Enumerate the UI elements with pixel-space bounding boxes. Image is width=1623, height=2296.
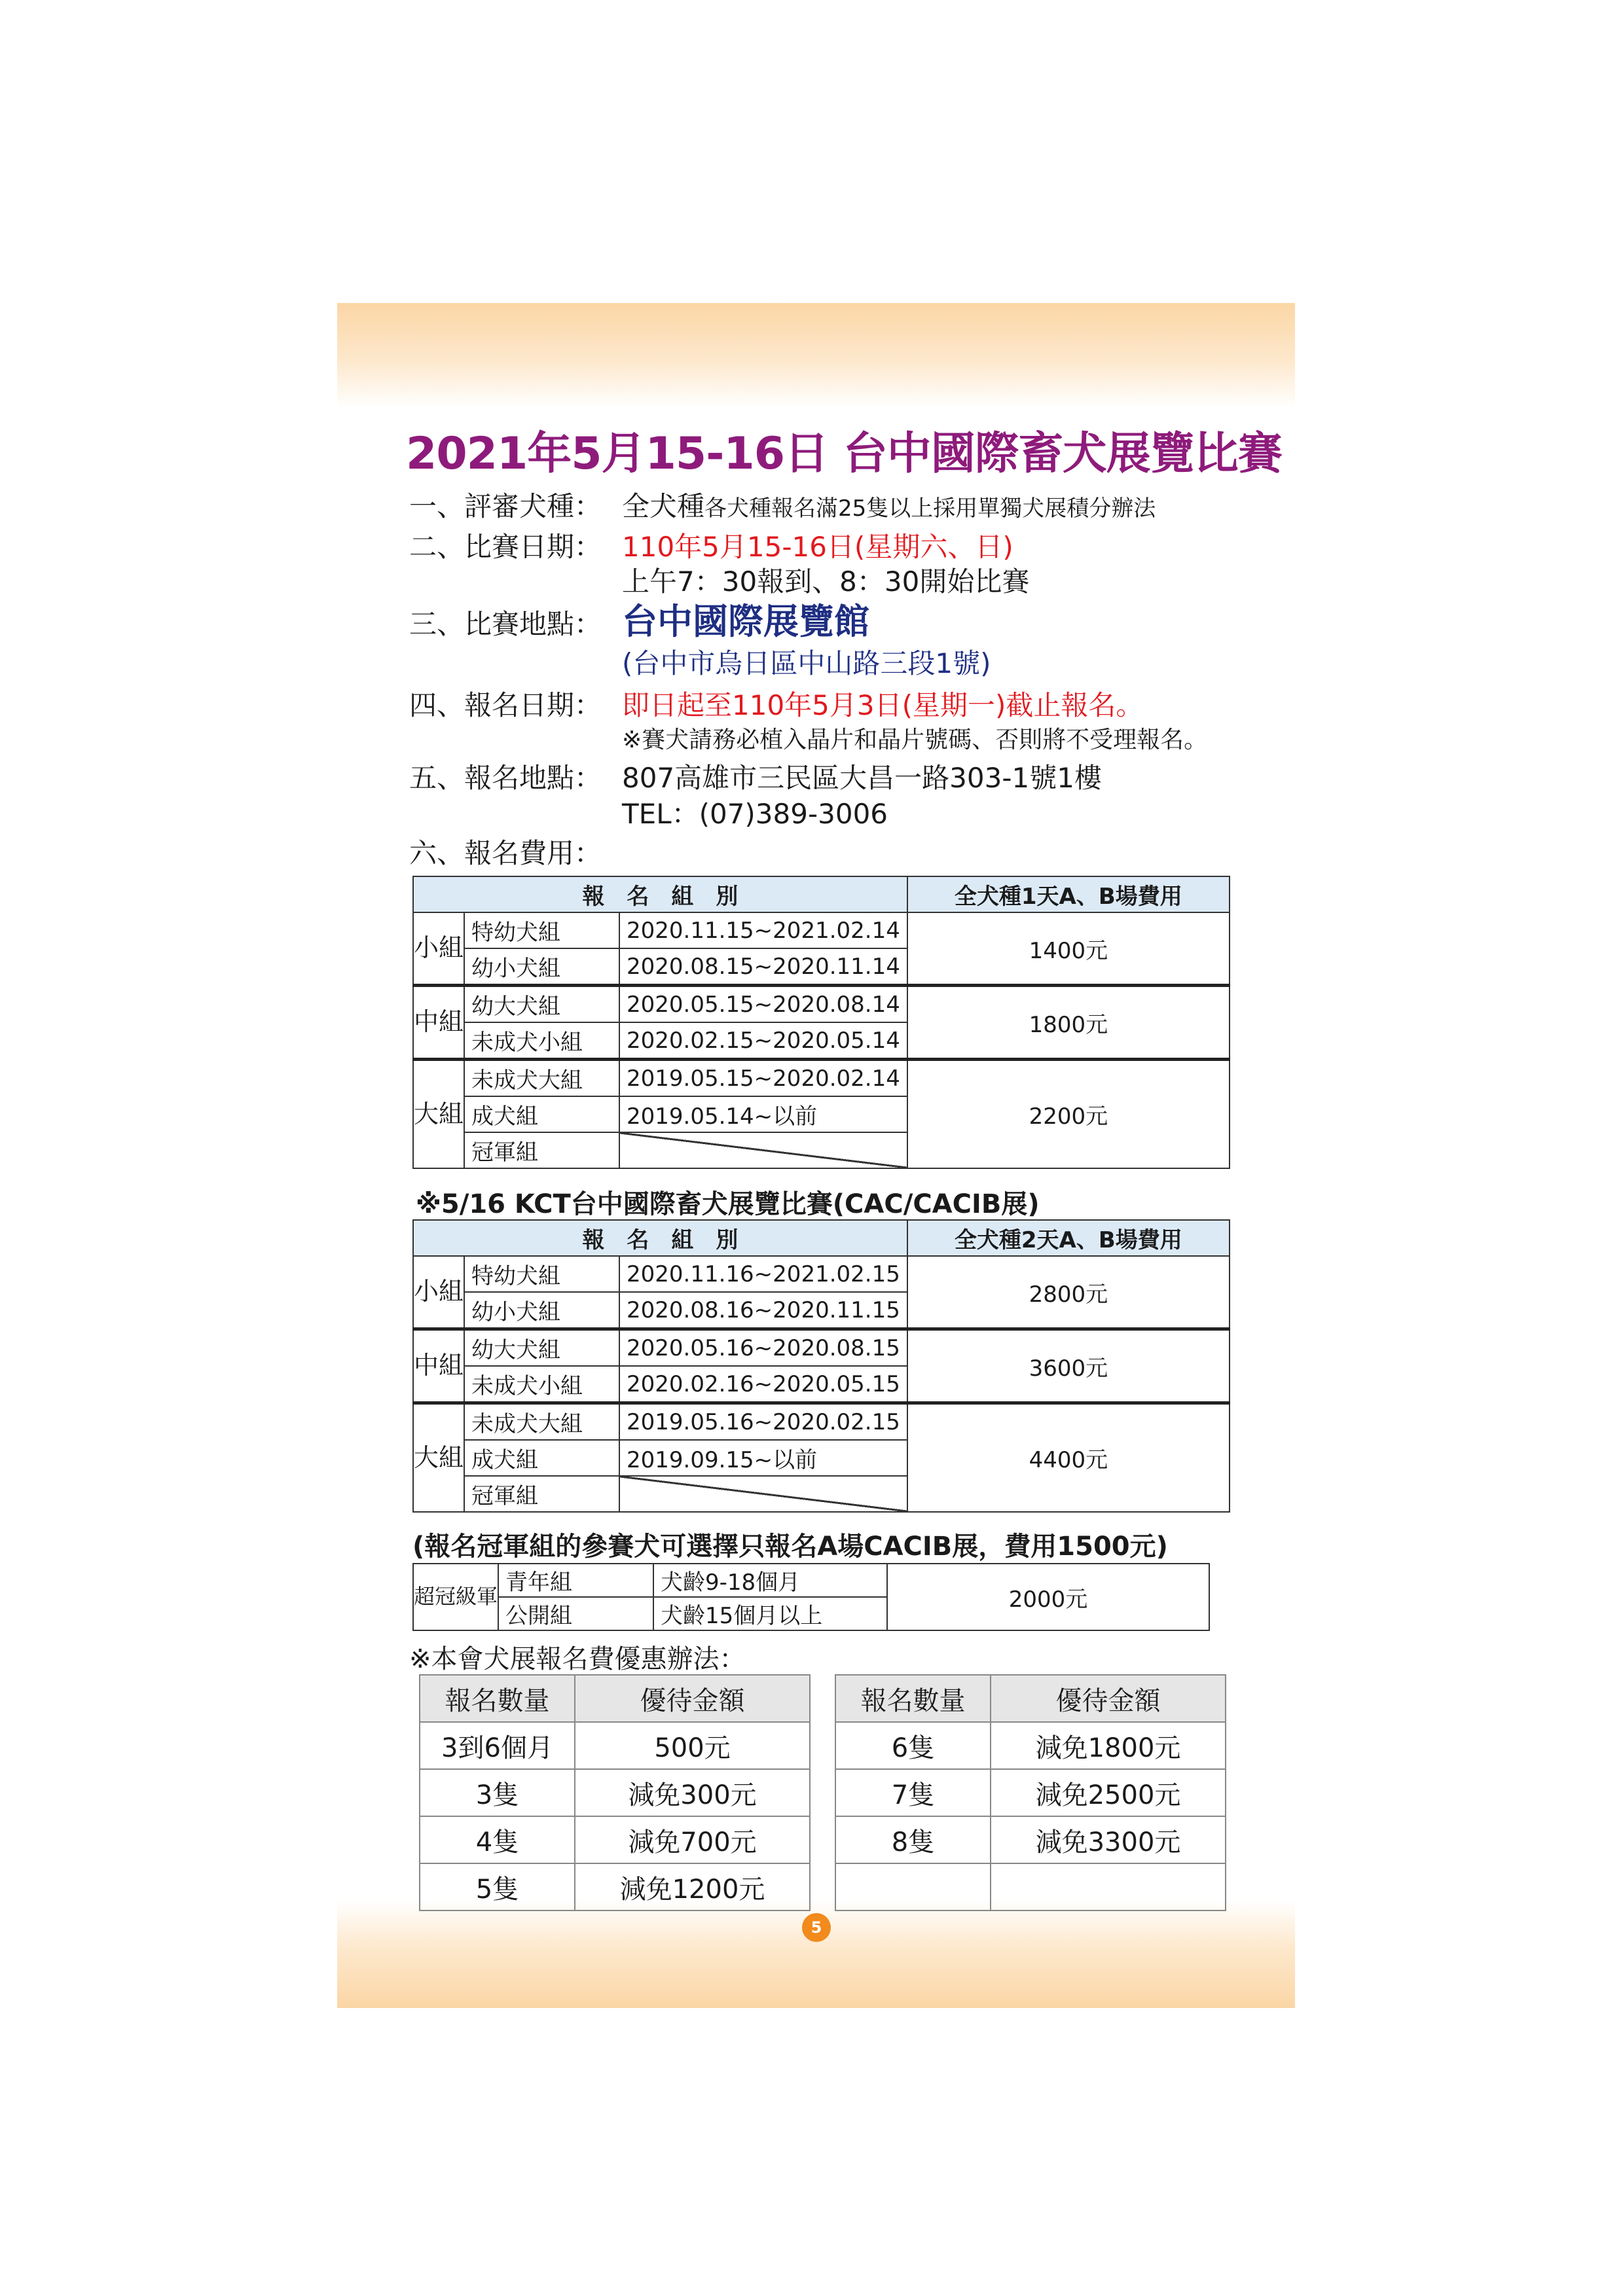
discount-table-right [835, 1674, 1226, 1911]
category-cell: 未成犬小組 [464, 1366, 619, 1403]
category-cell: 成犬組 [464, 1096, 619, 1132]
header-quantity: 報名數量 [420, 1675, 575, 1722]
date-cell: 2020.11.16~2021.02.15 [619, 1256, 907, 1292]
amount-cell [991, 1863, 1226, 1910]
category-cell: 未成犬大組 [464, 1403, 619, 1441]
category-cell: 青年組 [498, 1564, 653, 1597]
fee-cell: 2800元 [907, 1256, 1230, 1329]
item-venue-address: (台中市烏日區中山路三段1號) [622, 647, 991, 679]
header-fee: 全犬種1天A、B場費用 [907, 876, 1230, 912]
header-group: 報 名 組 別 [413, 876, 907, 912]
fee-cell: 2200元 [907, 1060, 1230, 1169]
amount-cell: 減免1200元 [575, 1863, 810, 1910]
item-judging-breeds [409, 490, 622, 522]
item-label: 二、比賽日期： [409, 531, 602, 563]
amount-cell: 減免700元 [575, 1816, 810, 1863]
group-large: 大組 [413, 1403, 464, 1513]
fee-table-2day [412, 1219, 1230, 1513]
group-large: 大組 [413, 1060, 464, 1169]
header-amount: 優待金額 [575, 1675, 810, 1722]
amount-cell: 減免3300元 [991, 1816, 1226, 1863]
category-cell: 未成犬小組 [464, 1022, 619, 1060]
discount-table-left [419, 1674, 811, 1911]
item-label: 六、報名費用： [409, 837, 602, 869]
item-date-value: 110年5月15-16日(星期六、日) [622, 531, 1013, 563]
fee-cell: 4400元 [907, 1403, 1230, 1513]
category-cell: 特幼犬組 [464, 912, 619, 948]
quantity-cell: 5隻 [420, 1863, 575, 1910]
date-cell: 2020.02.15~2020.05.14 [619, 1022, 907, 1060]
group-small: 小組 [413, 1256, 464, 1329]
group-small: 小組 [413, 912, 464, 986]
date-cell: 2020.02.16~2020.05.15 [619, 1366, 907, 1403]
amount-cell: 減免2500元 [991, 1769, 1226, 1816]
date-cell: 2019.05.15~2020.02.14 [619, 1060, 907, 1097]
fee-cell: 2000元 [887, 1564, 1209, 1630]
age-cell: 犬齡9-18個月 [653, 1564, 887, 1597]
header-fee: 全犬種2天A、B場費用 [907, 1220, 1230, 1256]
super-champion-table [412, 1563, 1210, 1631]
item-venue-name: 台中國際展覽館 [622, 601, 869, 642]
table2-caption: ※5/16 KCT台中國際畜犬展覽比賽(CAC/CACIB展) [416, 1189, 1040, 1219]
category-cell: 公開組 [498, 1597, 653, 1630]
page-title: 2021年5月15-16日 台中國際畜犬展覽比賽 [406, 428, 1282, 480]
date-cell: 2019.09.15~以前 [619, 1440, 907, 1476]
header-amount: 優待金額 [991, 1675, 1226, 1722]
category-cell: 特幼犬組 [464, 1256, 619, 1292]
empty-slash-cell [619, 1132, 907, 1168]
item-registration-date [409, 689, 622, 721]
item-registration-place [409, 764, 622, 792]
category-cell: 成犬組 [464, 1440, 619, 1476]
date-cell: 2020.05.16~2020.08.15 [619, 1329, 907, 1367]
group-medium: 中組 [413, 1329, 464, 1403]
item-label: 五、報名地點： [409, 762, 602, 794]
date-cell: 2020.11.15~2021.02.14 [619, 912, 907, 948]
empty-slash-cell [619, 1476, 907, 1512]
quantity-cell: 6隻 [835, 1722, 991, 1769]
fee-cell: 3600元 [907, 1329, 1230, 1403]
group-medium: 中組 [413, 986, 464, 1060]
item-registration-deadline: 即日起至110年5月3日(星期一)截止報名。 [622, 689, 1144, 721]
amount-cell: 500元 [575, 1722, 810, 1769]
header-quantity: 報名數量 [835, 1675, 991, 1722]
category-cell: 未成犬大組 [464, 1060, 619, 1097]
amount-cell: 減免1800元 [991, 1722, 1226, 1769]
item-phone: TEL：(07)389-3006 [622, 798, 888, 830]
category-cell: 幼小犬組 [464, 948, 619, 986]
quantity-cell: 3到6個月 [420, 1722, 575, 1769]
category-cell: 冠軍組 [464, 1476, 619, 1512]
page-number-badge: 5 [802, 1913, 831, 1942]
amount-cell: 減免300元 [575, 1769, 810, 1816]
item-label: 一、評審犬種： [409, 490, 602, 522]
item-address: 807高雄市三民區大昌一路303-1號1樓 [622, 762, 1102, 794]
date-cell: 2019.05.16~2020.02.15 [619, 1403, 907, 1441]
date-cell: 2020.08.16~2020.11.15 [619, 1292, 907, 1329]
item-microchip-note: ※賽犬請務必植入晶片和晶片號碼、否則將不受理報名。 [622, 726, 1208, 753]
quantity-cell: 8隻 [835, 1816, 991, 1863]
category-cell: 幼小犬組 [464, 1292, 619, 1329]
age-cell: 犬齡15個月以上 [653, 1597, 887, 1630]
date-cell: 2019.05.14~以前 [619, 1096, 907, 1132]
discount-title: ※本會犬展報名費優惠辦法： [409, 1644, 746, 1674]
item-fees [409, 837, 622, 869]
quantity-cell: 7隻 [835, 1769, 991, 1816]
fee-cell: 1800元 [907, 986, 1230, 1060]
item-date-time: 上午7：30報到、8：30開始比賽 [622, 565, 1030, 598]
category-cell: 幼大犬組 [464, 1329, 619, 1367]
fee-cell: 1400元 [907, 912, 1230, 986]
date-cell: 2020.05.15~2020.08.14 [619, 986, 907, 1023]
category-cell: 幼大犬組 [464, 986, 619, 1023]
champion-note: (報名冠軍組的參賽犬可選擇只報名A場CACIB展，費用1500元) [412, 1532, 1168, 1562]
item-date [409, 533, 622, 561]
item-value: 全犬種各犬種報名滿25隻以上採用單獨犬展積分辦法 [622, 490, 1156, 522]
item-label: 四、報名日期： [409, 689, 602, 721]
item-label: 三、比賽地點： [409, 608, 602, 640]
fee-table-1day [412, 876, 1230, 1169]
category-cell: 冠軍組 [464, 1132, 619, 1168]
page-sheet [337, 303, 1295, 2008]
quantity-cell: 3隻 [420, 1769, 575, 1816]
group-super-champion: 超冠級軍 [413, 1564, 498, 1630]
date-cell: 2020.08.15~2020.11.14 [619, 948, 907, 986]
header-group: 報 名 組 別 [413, 1220, 907, 1256]
item-venue [409, 608, 622, 640]
quantity-cell: 4隻 [420, 1816, 575, 1863]
quantity-cell [835, 1863, 991, 1910]
header-band [337, 303, 1295, 408]
